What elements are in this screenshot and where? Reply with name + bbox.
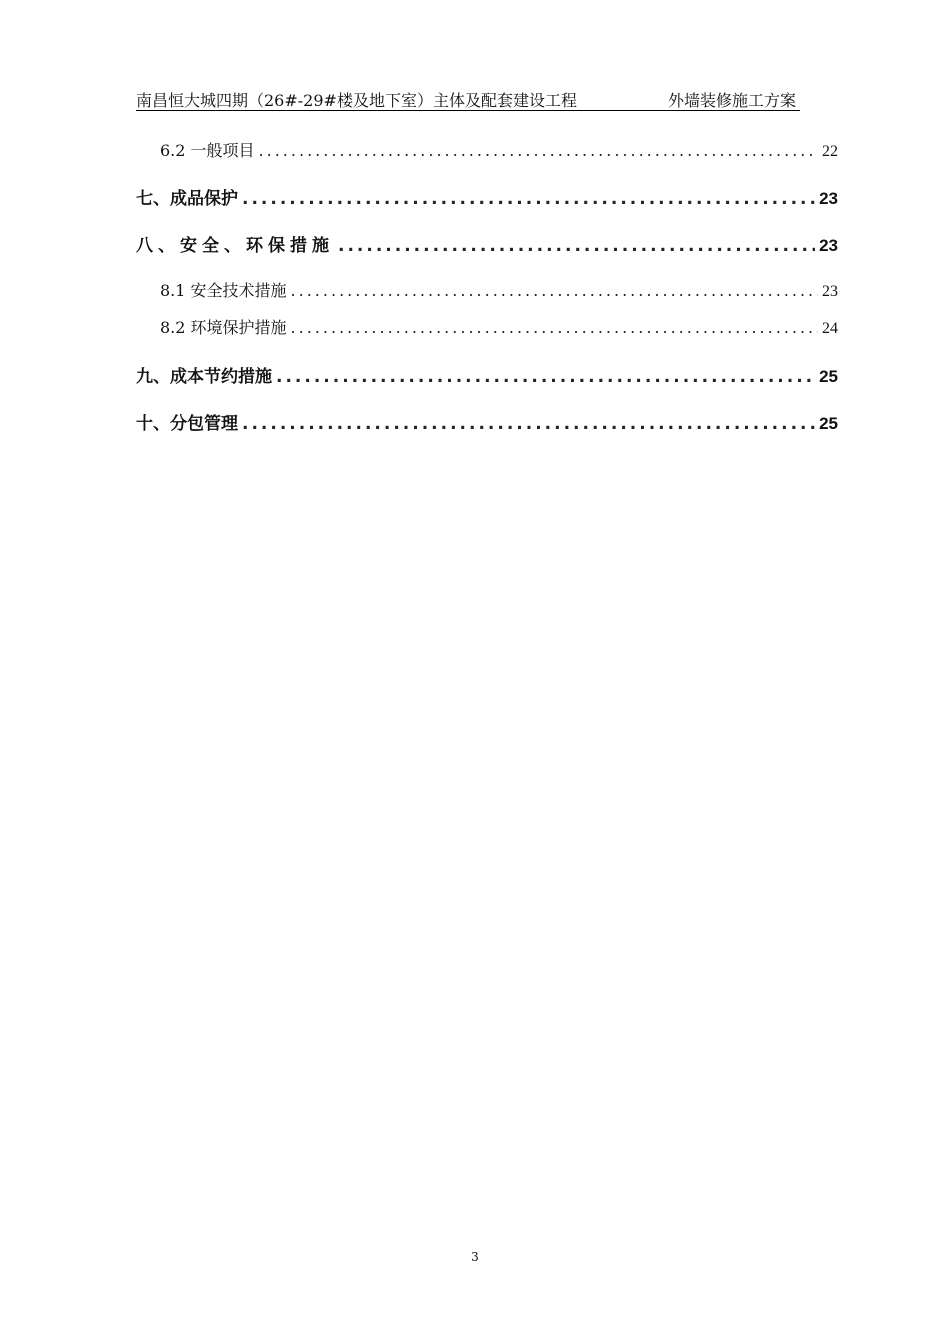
toc-dot-leader: [291, 281, 818, 300]
toc-entry-page: 25: [819, 414, 838, 433]
toc-dot-leader: [242, 189, 815, 209]
toc-entry-title: 6.2 一般项目: [160, 141, 255, 160]
toc-entry-title: 8.1 安全技术措施: [160, 281, 287, 300]
header-document-title: 外墙装修施工方案: [667, 91, 796, 110]
toc-entry-page: 22: [822, 143, 838, 160]
toc-entry[interactable]: [136, 409, 838, 434]
toc-entry[interactable]: [136, 362, 838, 387]
toc-entry-page: 23: [819, 189, 838, 208]
page-number: 3: [471, 1250, 479, 1264]
toc-entry-page: 23: [819, 236, 838, 255]
toc-entry-title: 8.2 环境保护措施: [160, 318, 287, 337]
toc-dot-leader: [291, 318, 818, 337]
toc-entry[interactable]: [136, 184, 838, 209]
toc-entry-title: 九、成本节约措施: [136, 367, 272, 387]
toc-entry-page: 25: [819, 367, 838, 386]
header-project-title: 南昌恒大城四期（26#-29#楼及地下室）主体及配套建设工程: [136, 91, 577, 110]
toc-entry-title: 十、分包管理: [136, 414, 238, 434]
toc-entry[interactable]: [160, 138, 838, 160]
toc-entry-page: 24: [822, 320, 838, 337]
toc-entry[interactable]: [160, 278, 838, 300]
page-header: [136, 88, 800, 111]
toc-entry-title: 八、安全、环保措施: [136, 236, 334, 256]
toc-entry[interactable]: [160, 315, 838, 337]
toc-dot-leader: [242, 414, 815, 434]
toc-dot-leader: [276, 367, 815, 387]
toc-dot-leader: [259, 141, 818, 160]
toc-dot-leader: [338, 236, 815, 256]
toc-entry-page: 23: [822, 283, 838, 300]
toc-entry-title: 七、成品保护: [136, 189, 238, 209]
toc-entry[interactable]: [136, 231, 838, 256]
